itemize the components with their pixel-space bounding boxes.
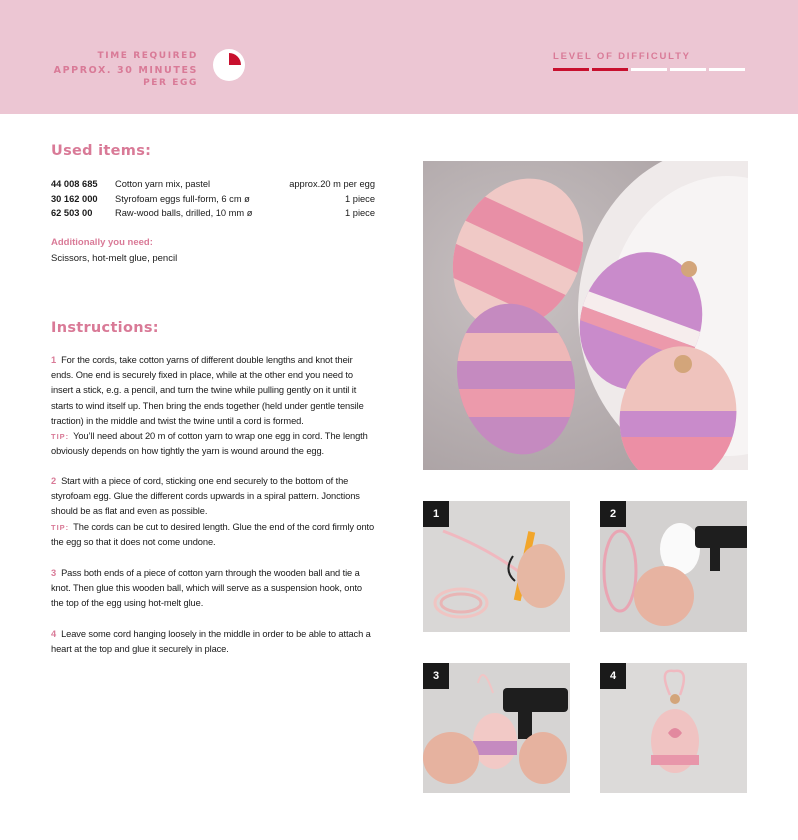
item-name: Styrofoam eggs full-form, 6 cm ø <box>115 193 250 204</box>
item-quantity: 1 piece <box>345 208 375 219</box>
step-text: For the cords, take cotton yarns of different double lengths and knot their ends. One end is securely fixed in place, while at the other end you need to insert a stick, e.g. a pencil, and turn the twine while pulling gently on it until it starts to wind itself up. Then bring the ends together (held under gentle tensile traction) in the middle and twist the twine until a cord is formed. <box>51 355 364 426</box>
item-row <box>51 206 375 221</box>
instruction-step-1 <box>51 353 377 459</box>
step-number: 2 <box>51 476 57 486</box>
instructions-title: Instructions: <box>51 320 159 336</box>
instruction-step-4 <box>51 627 377 657</box>
step-number: 1 <box>51 355 57 365</box>
step-badge-1: 1 <box>423 501 449 527</box>
item-article-number: 44 008 685 <box>51 179 98 189</box>
item-article-number: 62 503 00 <box>51 208 93 219</box>
step-text: Pass both ends of a piece of cotton yarn through the wooden ball and tie a knot. Then glue this wooden ball, which will serve as a suspension hook, onto the top of the egg using hot-melt glue. <box>51 568 362 609</box>
difficulty-meter <box>553 68 745 71</box>
time-required-value: APPROX. 30 MINUTES <box>53 64 198 76</box>
difficulty-bar-1 <box>553 68 589 71</box>
tip-label: TIP: <box>51 522 70 532</box>
item-quantity: 1 piece <box>345 193 375 204</box>
clock-icon <box>212 48 246 82</box>
used-items-table <box>51 177 375 221</box>
step-photo-2 <box>600 501 747 632</box>
step-text: Start with a piece of cord, sticking one end securely to the bottom of the styrofoam egg. Glue the different cords upwards in a spiral pattern. Jonctions should be as flat and even as possible. <box>51 476 360 517</box>
additional-text: Scissors, hot-melt glue, pencil <box>51 253 178 264</box>
item-article-number: 30 162 000 <box>51 193 98 204</box>
difficulty-label: LEVEL OF DIFFICULTY <box>553 51 691 62</box>
time-required-block <box>54 50 198 91</box>
item-row <box>51 192 375 207</box>
step-photo-3 <box>423 663 570 793</box>
tip-label: TIP: <box>51 432 70 442</box>
tip-text: The cords can be cut to desired length. Glue the end of the cord firmly onto the egg so that it does not come undone. <box>51 521 375 547</box>
step-text: Leave some cord hanging loosely in the middle in order to be able to attach a heart at the top and glue it securely in place. <box>51 629 371 655</box>
item-row <box>51 177 375 192</box>
step-number: 3 <box>51 568 57 578</box>
difficulty-bar-4 <box>670 68 706 71</box>
item-name: Raw-wood balls, drilled, 10 mm ø <box>115 208 253 219</box>
header-band <box>0 0 798 114</box>
difficulty-bar-2 <box>592 68 628 71</box>
difficulty-bar-3 <box>631 68 667 71</box>
time-required-unit: PER EGG <box>143 78 198 88</box>
tip-text: You’ll need about 20 m of cotton yarn to wrap one egg in cord. The length obviously depends on how tightly the yarn is wound around the egg. <box>51 431 368 457</box>
main-photo-crochet-eggs <box>423 161 748 470</box>
step-number: 4 <box>51 629 57 639</box>
additional-label: Additionally you need: <box>51 237 153 248</box>
step-badge-4: 4 <box>600 663 626 689</box>
used-items-title: Used items: <box>51 143 152 159</box>
step-photo-4 <box>600 663 747 793</box>
item-quantity: approx.20 m per egg <box>289 179 375 189</box>
item-name: Cotton yarn mix, pastel <box>115 179 211 189</box>
instruction-step-2 <box>51 474 377 550</box>
instruction-step-3 <box>51 566 377 612</box>
step-badge-2: 2 <box>600 501 626 527</box>
step-badge-3: 3 <box>423 663 449 689</box>
step-photo-1 <box>423 501 570 632</box>
time-required-label: TIME REQUIRED <box>97 51 198 61</box>
difficulty-bar-5 <box>709 68 745 71</box>
